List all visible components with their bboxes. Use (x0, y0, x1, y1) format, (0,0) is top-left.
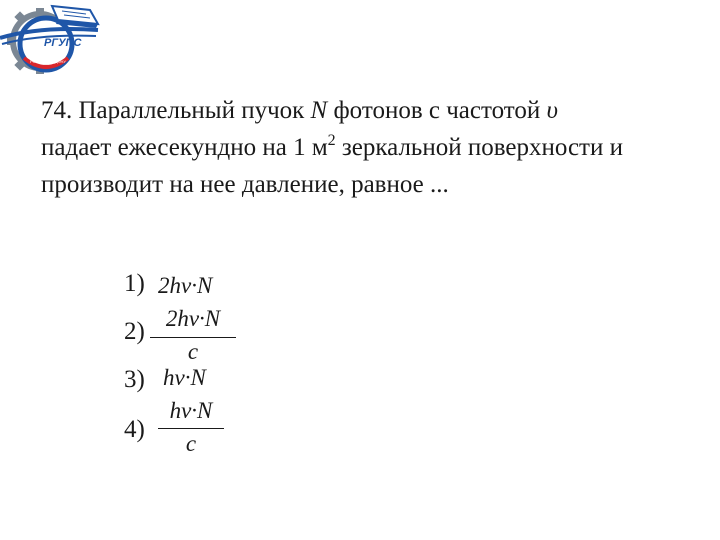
fraction-numerator: 2hν·N (165, 306, 221, 331)
option-2-fraction (150, 306, 236, 368)
fraction-denominator: c (185, 431, 197, 456)
question-number: 74. (41, 97, 73, 124)
option-4-label: 4) (124, 416, 145, 443)
question-text (41, 92, 701, 203)
question-text-part: фотонов с частотой (327, 97, 547, 124)
option-2-label: 2) (124, 318, 145, 345)
logo-text: РГУПС (44, 37, 82, 49)
question-text-part: производит на нее давление, равное ... (41, 171, 449, 198)
question-text-part: Параллельный пучок (78, 97, 311, 124)
question-text-part: зеркальной поверхности и (335, 134, 623, 161)
logo-ring-text: РОСТОВ-НА-ДОНУ (30, 59, 66, 64)
option-1-formula: 2hν·N (158, 273, 213, 298)
question-line-3 (41, 166, 701, 203)
question-line-1 (41, 92, 701, 129)
fraction-denominator: c (187, 339, 199, 364)
question-text-part: падает ежесекундно на 1 м (41, 134, 328, 161)
variable-n: N (310, 97, 328, 124)
option-1-label: 1) (124, 270, 145, 297)
option-3-formula: hν·N (163, 365, 206, 390)
fraction-bar (150, 337, 236, 338)
fraction-numerator: hν·N (169, 398, 213, 423)
superscript: 2 (327, 132, 336, 149)
question-line-2 (41, 129, 701, 166)
option-4-fraction (158, 398, 224, 460)
variable-nu: υ (546, 97, 558, 124)
fraction-bar (158, 428, 224, 429)
university-logo (0, 0, 100, 80)
option-3-label: 3) (124, 366, 145, 393)
